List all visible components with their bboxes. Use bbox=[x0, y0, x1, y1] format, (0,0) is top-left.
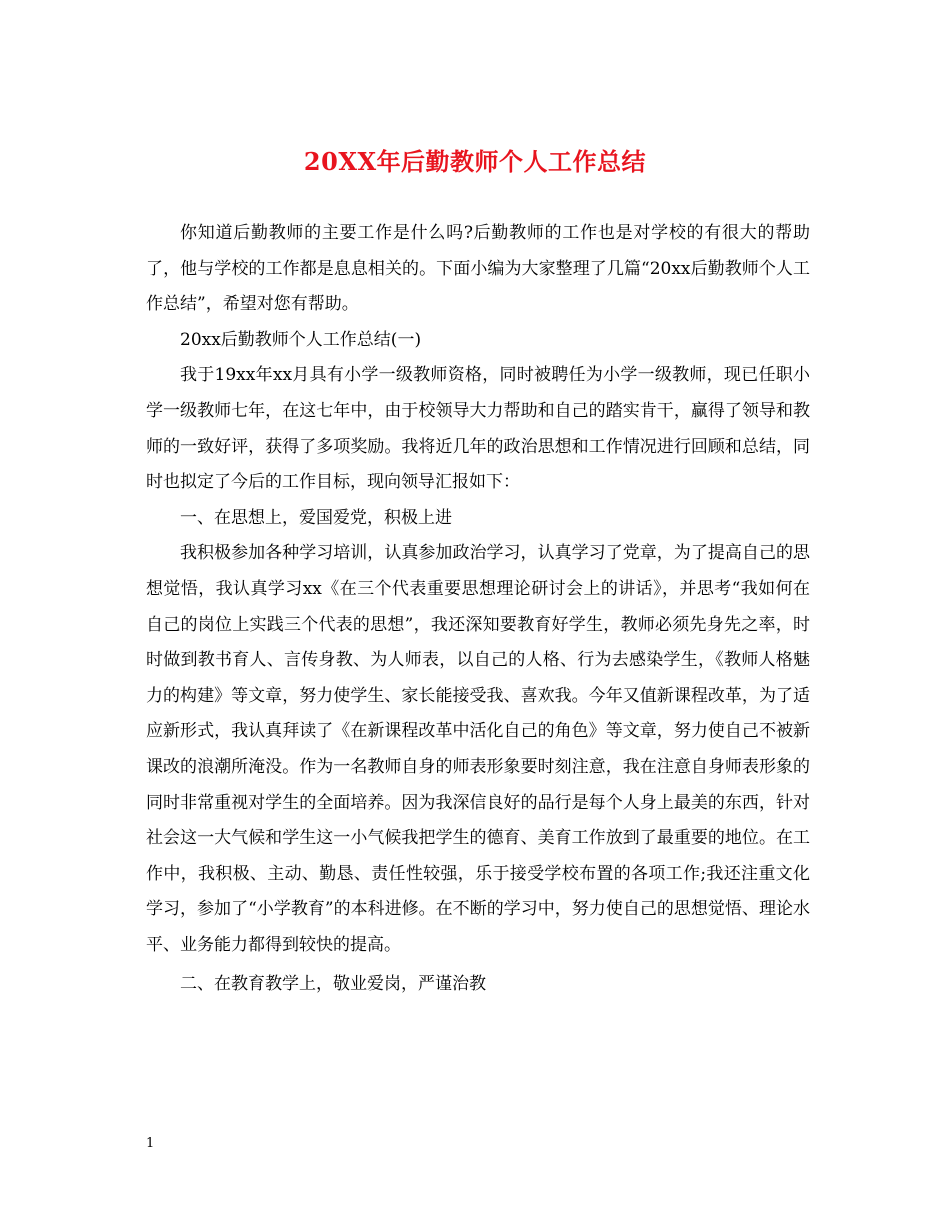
document-body bbox=[146, 216, 810, 1003]
section-heading-teaching: 二、在教育教学上，敬业爱岗，严谨治教 bbox=[180, 974, 486, 995]
document-title: 20XX年后勤教师个人工作总结 bbox=[303, 147, 647, 176]
section-heading-summary-one: 20xx后勤教师个人工作总结(一) bbox=[180, 329, 422, 350]
body-paragraph-thought: 我积极参加各种学习培训，认真参加政治学习，认真学习了党章，为了提高自己的思想觉悟，我认真学习xx《在三个代表重要思想理论研讨会上的讲话》，并思考“我如何在自己的岗位上实践三个代表的思想”，我还深知要教育好学生，教师必须先身先之率，时时做到教书育人、言传身教、为人师表，以自己的人格、行为去感染学生，《教师人格魅力的构建》等文章，努力使学生、家长能接受我、喜欢我。今年又值新课程改革，为了适应新形式，我认真拜读了《在新课程改革中活化自己的角色》等文章，努力使自己不被新课改的浪潮所淹没。作为一名教师自身的师表形象要时刻注意，我在注意自身师表形象的同时非常重视对学生的全面培养。因为我深信良好的品行是每个人身上最美的东西，针对社会这一大气候和学生这一小气候我把学生的德育、美育工作放到了最重要的地位。在工作中，我积极、主动、勤恳、责任性较强，乐于接受学校布置的各项工作;我还注重文化学习，参加了“小学教育”的本科进修。在不断的学习中，努力使自己的思想觉悟、理论水平、业务能力都得到较快的提高。 bbox=[146, 543, 810, 955]
intro-paragraph: 你知道后勤教师的主要工作是什么吗?后勤教师的工作也是对学校的有很大的帮助了，他与学校的工作都是息息相关的。下面小编为大家整理了几篇“20xx后勤教师个人工作总结”，希望对您有帮助。 bbox=[146, 223, 810, 315]
page-number: 1 bbox=[146, 1136, 155, 1151]
section-heading-thought: 一、在思想上，爱国爱党，积极上进 bbox=[180, 507, 452, 528]
body-paragraph-background: 我于19xx年xx月具有小学一级教师资格，同时被聘任为小学一级教师，现已任职小学一级教师七年，在这七年中，由于校领导大力帮助和自己的踏实肯干，赢得了领导和教师的一致好评，获得了多项奖励。我将近几年的政治思想和工作情况进行回顾和总结，同时也拟定了今后的工作目标，现向领导汇报如下： bbox=[146, 365, 810, 493]
